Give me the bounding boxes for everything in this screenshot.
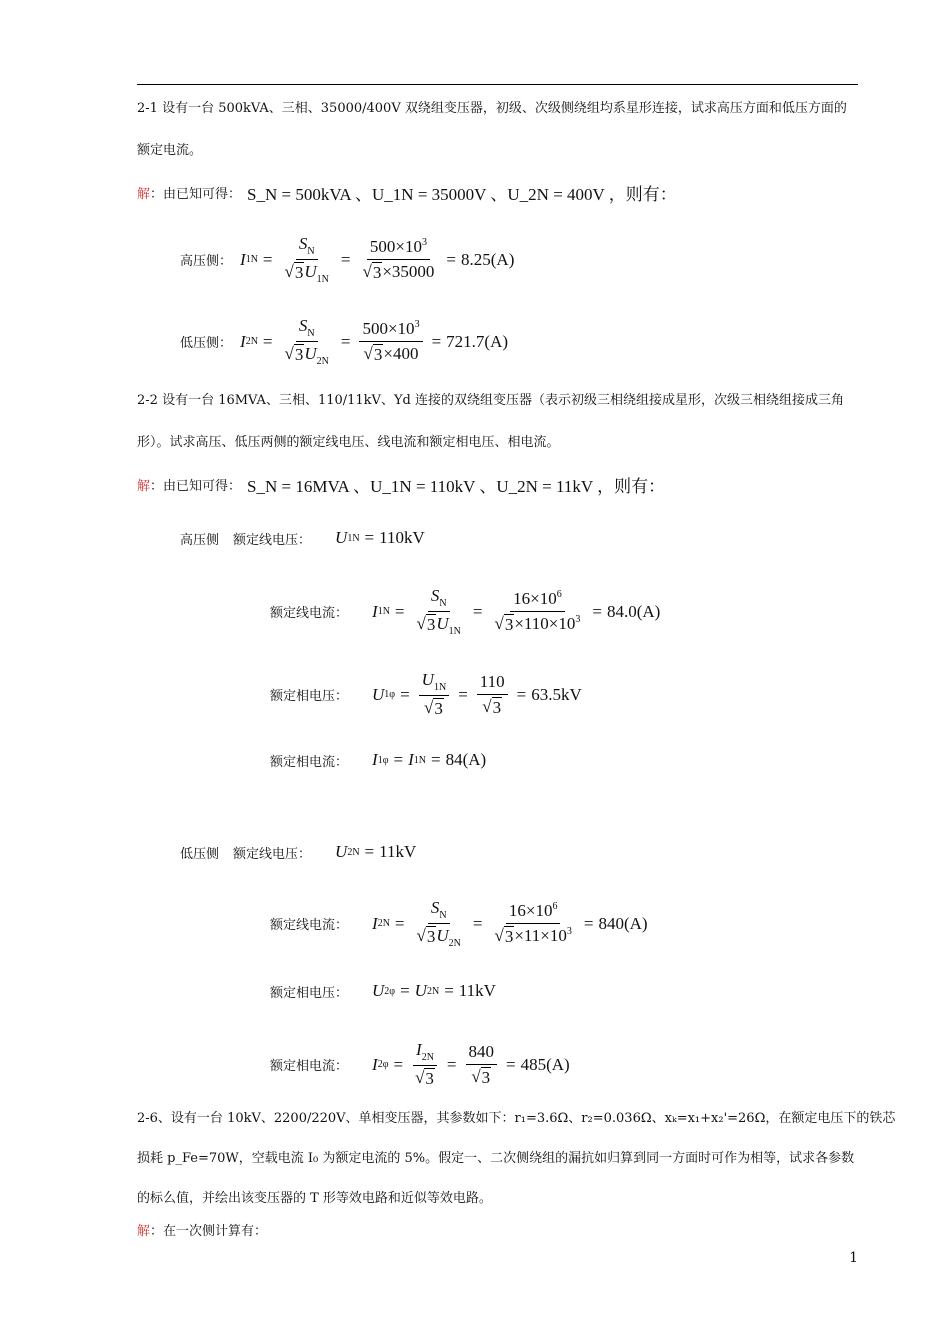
question-line: 额定电流。 — [137, 143, 203, 158]
solution-intro: ：由已知可得： — [150, 187, 242, 202]
solution-label: 解 — [137, 187, 151, 202]
line-voltage-label: 额定线电压： — [233, 532, 312, 548]
phase-voltage-label: 额定相电压： — [270, 985, 349, 1001]
given-values: S_N = 500kVA 、U_1N = 35000V 、U_2N = 400V ，则有： — [247, 185, 677, 204]
phase-current-label: 额定相电流： — [270, 1059, 349, 1074]
question-line: 形）。试求高压、低压两侧的额定线电压、线电流和额定相电压、相电流。 — [137, 435, 560, 450]
problem-2-1-given — [137, 180, 677, 205]
header-rule — [137, 84, 858, 85]
solution-label: 解 — [137, 1224, 151, 1239]
question-line: 2-1 设有一台 500kVA、三相、35000/400V 双绕组变压器，初级、次级侧绕组均系星形连接，试求高压方面和低压方面的 — [137, 101, 847, 116]
question-line: 2-2 设有一台 16MVA、三相、110/11kV、Yd 连接的双绕组变压器（表示初级三相绕组接成星形，次级三相绕组接成三角 — [137, 393, 844, 408]
line-current-label: 额定线电流： — [270, 918, 349, 933]
solution-intro: ：由已知可得： — [150, 479, 242, 494]
hv-phase-voltage: 63.5kV — [531, 684, 582, 704]
hv-phase-current: 84(A) — [445, 750, 487, 769]
lv-phase-voltage: 11kV — [458, 981, 496, 1000]
phase-voltage-label: 额定相电压： — [270, 689, 349, 704]
lv-phase-voltage-row: 额定相电压： U 2φ = U 2N = 11kV — [270, 981, 496, 1001]
hv-label: 高压侧： — [180, 254, 233, 269]
lv-equation: I 2N = $S_N$ √ 3 $U_{2N}$ = $500\times 10^3$ √ 3 ×400 = 721.7(A) — [240, 316, 509, 367]
hv-side-label: 高压侧 — [180, 532, 220, 548]
problem-2-1-lv-formula — [180, 316, 508, 367]
lv-phase-current-row: 额定相电流： I 2φ = $I_{2N}$ √ 3 = 840 √ 3 = 485(A) — [270, 1040, 570, 1088]
phase-current-label: 额定相电流： — [270, 754, 349, 770]
problem-2-1-question — [137, 88, 862, 172]
problem-2-6-solution — [137, 1220, 267, 1239]
lv-line-voltage: 11kV — [379, 842, 417, 861]
given-values: S_N = 16MVA 、U_1N = 110kV 、U_2N = 11kV ，则有： — [247, 477, 666, 496]
lv-line-voltage-row: 低压侧 额定线电压： U 2N = 11kV — [180, 842, 417, 862]
hv-phase-current-row: 额定相电流： I 1φ = I 1N = 84(A) — [270, 750, 487, 770]
question-line: 2-6、设有一台 10kV、2200/220V、单相变压器，其参数如下：r₁=3.6Ω、r₂=0.036Ω、xₖ=x₁+x₂'=26Ω，在额定电压下的铁芯 — [137, 1111, 896, 1126]
hv-equation: I 1N = $S_N$ √ 3 $U_{1N}$ = $500\times 10^3$ √ 3 ×35000 = 8.25(A) — [240, 234, 515, 285]
solution-intro: ：在一次侧计算有： — [150, 1224, 268, 1239]
hv-line-voltage: 110kV — [379, 528, 425, 547]
line-voltage-label: 额定线电压： — [233, 846, 312, 862]
question-line: 的标么值，并绘出该变压器的 T 形等效电路和近似等效电路。 — [137, 1191, 492, 1206]
hv-line-voltage-row: 高压侧 额定线电压： U 1N = 110kV — [180, 528, 425, 548]
lv-phase-current: 485(A) — [520, 1054, 570, 1074]
problem-2-2-question — [137, 380, 862, 464]
lv-side-label: 低压侧 — [180, 846, 220, 862]
solution-label: 解 — [137, 479, 151, 494]
problem-2-6-question — [137, 1099, 896, 1219]
page-number: 1 — [849, 1250, 858, 1266]
question-line: 损耗 p_Fe=70W，空载电流 I₀ 为额定电流的 5%。假定一、二次侧绕组的漏抗如归算到同一方面时可作为相等，试求各参数 — [137, 1151, 855, 1166]
hv-line-current-row: 额定线电流： I 1N = $S_N$ √ 3 $U_{1N}$ = $16\times 10^6$ √ 3 $\times 110\times 10^3$ = 84.0(A) — [270, 586, 661, 637]
problem-2-2-given — [137, 472, 665, 497]
lv-line-current: 840(A) — [598, 913, 648, 933]
lv-line-current-row: 额定线电流： I 2N = $S_N$ √ 3 $U_{2N}$ = $16\times 10^6$ √ 3 $\times 11\times 10^3$ = 840(A) — [270, 898, 648, 949]
lv-current-result: 721.7(A) — [446, 331, 509, 351]
line-current-label: 额定线电流： — [270, 606, 349, 621]
hv-current-result: 8.25(A) — [461, 249, 515, 269]
hv-line-current: 84.0(A) — [606, 601, 661, 621]
lv-label: 低压侧： — [180, 336, 233, 351]
hv-phase-voltage-row: 额定相电压： U 1φ = $U_{1N}$ √ 3 = 110 √ 3 = 63.5kV — [270, 670, 582, 718]
problem-2-1-hv-formula — [180, 234, 514, 285]
